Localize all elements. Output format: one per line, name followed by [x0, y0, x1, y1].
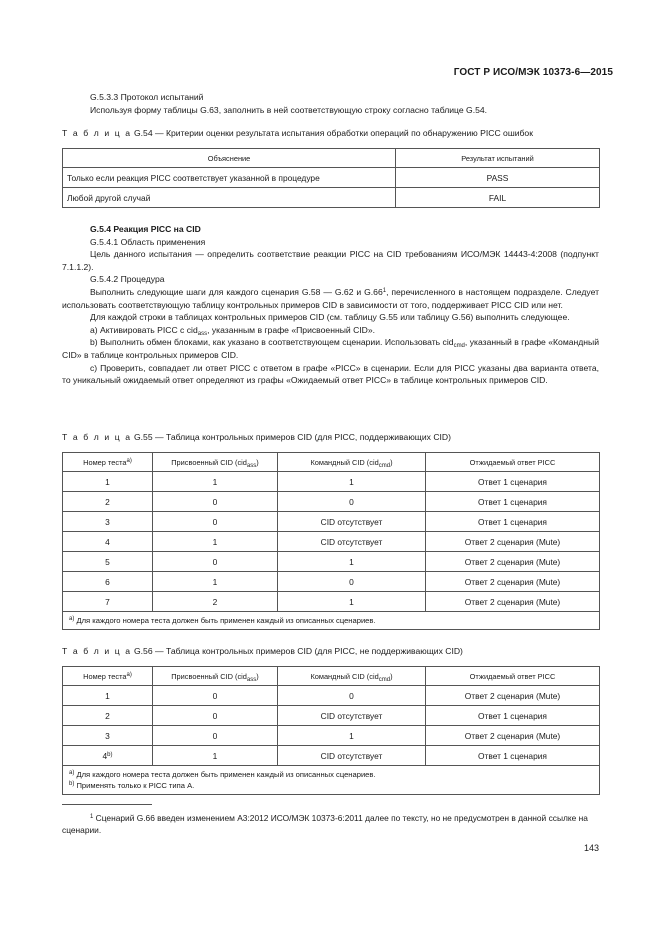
table-label: Т а б л и ц а [62, 646, 132, 656]
paragraph: Выполнить следующие шаги для каждого сценария G.58 — G.62 и $G.66^1$, перечисленного в настоящем подразделе. Следует использовать соответствующую таблицу контрольных примеров CID в зависимости от того, поддерживает PICC CID или нет. [62, 286, 600, 310]
table-cell: 2 [153, 592, 278, 612]
table-cell: 0 [153, 492, 278, 512]
table-row [63, 572, 600, 592]
table-row [63, 532, 600, 552]
table-row [63, 492, 600, 512]
footnote-divider [62, 804, 152, 805]
table-cell: 1 [153, 746, 278, 766]
table-caption-g55 [62, 432, 602, 442]
table-cell: 4 [63, 532, 153, 552]
table-cell: Только если реакция PICC соответствует указанной в процедуре [63, 168, 396, 188]
table-row [63, 472, 600, 492]
table-row [63, 706, 600, 726]
table-cell: 3 [63, 512, 153, 532]
table-cell: Ответ 1 сценария [426, 746, 600, 766]
table-row [63, 168, 600, 188]
table-caption-text: G.55 — Таблица контрольных примеров CID (для PICC, поддерживающих CID) [133, 432, 452, 442]
paragraph: Для каждой строки в таблицах контрольных примеров CID (см. таблицу G.55 или таблицу G.56) выполнить следующее. [90, 312, 570, 323]
table-g56 [62, 666, 600, 795]
table-cell: 0 [278, 572, 426, 592]
table-cell: Ответ 2 сценария (Mute) [426, 726, 600, 746]
section-title: G.5.3.3 Протокол испытаний [90, 92, 204, 102]
table-header-cell: Номер теста$^{a)}$ [63, 667, 153, 686]
table-cell: 1 [153, 572, 278, 592]
table-cell: 3 [63, 726, 153, 746]
list-item: b) Выполнить обмен блоками, как указано в соответствующем сценарии. Использовать cid$_{cmd}$, указанный в графе «Командный CID» в таблице контрольных примеров CID. [62, 337, 599, 360]
table-cell: 2 [63, 492, 153, 512]
table-cell: Ответ 1 сценария [426, 472, 600, 492]
section-g54 [62, 223, 599, 387]
table-footnote-row [63, 612, 600, 630]
table-row [63, 512, 600, 532]
table-cell: 0 [153, 706, 278, 726]
table-cell: 1 [63, 472, 153, 492]
table-cell: 1 [278, 552, 426, 572]
table-cell: 0 [153, 726, 278, 746]
table-caption-g54 [62, 128, 602, 138]
table-cell: 4$^{b)}$ [63, 746, 153, 766]
table-header-cell: Результат испытаний [396, 149, 600, 168]
table-cell: 0 [153, 552, 278, 572]
table-cell: CID отсутствует [278, 532, 426, 552]
table-cell: 1 [63, 686, 153, 706]
table-cell: 0 [278, 492, 426, 512]
subsection-title: G.5.4.1 Область применения [90, 236, 206, 247]
subsection-title: G.5.4.2 Процедура [90, 274, 165, 285]
table-cell: 0 [153, 512, 278, 532]
table-cell: 5 [63, 552, 153, 572]
document-header: ГОСТ Р ИСО/МЭК 10373-6—2015 [453, 67, 613, 78]
table-cell: 2 [63, 706, 153, 726]
table-label: Т а б л и ц а [62, 432, 132, 442]
table-cell: Ответ 1 сценария [426, 706, 600, 726]
table-header-cell: Отжидаемый ответ PICC [426, 667, 600, 686]
table-footnote-row [63, 766, 600, 795]
table-caption-g56 [62, 646, 602, 656]
table-header-cell: Объяснение [63, 149, 396, 168]
table-cell: 0 [278, 686, 426, 706]
table-cell: PASS [396, 168, 600, 188]
table-cell: FAIL [396, 188, 600, 208]
table-cell: Ответ 2 сценария (Mute) [426, 686, 600, 706]
table-header-cell: Командный CID (cid$_{cmd}$) [278, 667, 426, 686]
table-g55 [62, 452, 600, 630]
table-cell: 0 [153, 686, 278, 706]
table-row [63, 552, 600, 572]
table-cell: Ответ 2 сценария (Mute) [426, 592, 600, 612]
paragraph: Используя форму таблицы G.63, заполнить в ней соответствующую строку согласно таблице G.54. [90, 104, 488, 115]
table-row [63, 188, 600, 208]
section-title: G.5.4 Реакция PICC на CID [90, 224, 201, 234]
table-label: Т а б л и ц а [62, 128, 132, 138]
table-cell: CID отсутствует [278, 746, 426, 766]
table-cell: CID отсутствует [278, 512, 426, 532]
section-g533 [62, 91, 599, 116]
table-caption-text: G.54 — Критерии оценки результата испытания обработки операций по обнаружению PICC ошибок [133, 128, 533, 138]
table-cell: 1 [153, 532, 278, 552]
table-cell: Ответ 2 сценария (Mute) [426, 532, 600, 552]
list-item: a) Активировать PICC с cid$_{ass}$, указанным в графе «Присвоенный CID». [90, 324, 376, 337]
table-cell: 7 [63, 592, 153, 612]
table-cell: 6 [63, 572, 153, 592]
table-row [63, 746, 600, 766]
table-header-cell: Номер теста$^{a)}$ [63, 453, 153, 472]
table-row [63, 686, 600, 706]
table-caption-text: G.56 — Таблица контрольных примеров CID (для PICC, не поддерживающих CID) [133, 646, 463, 656]
table-row [63, 726, 600, 746]
table-cell: Ответ 2 сценария (Mute) [426, 552, 600, 572]
table-row [63, 592, 600, 612]
table-header-cell: Присвоенный CID (cid$_{ass}$) [153, 453, 278, 472]
paragraph: Цель данного испытания — определить соответствие реакции PICC на CID требованиям ИСО/МЭК 14443-4:2008 (подпункт 7.1.1.2). [62, 249, 599, 272]
table-cell: 1 [153, 472, 278, 492]
list-item: c) Проверить, совпадает ли ответ PICC с ответом в графе «PICC» в сценарии. Если для PICC указаны два варианта ответа, то уникальный ожидаемый ответ определяют из графы «Ожидаемый ответ PICC» в таблице контрольных примеров CID. [62, 362, 599, 386]
table-header-cell: Присвоенный CID (cid$_{ass}$) [153, 667, 278, 686]
table-header-cell: Отжидаемый ответ PICC [426, 453, 600, 472]
table-cell: 1 [278, 726, 426, 746]
table-cell: 1 [278, 472, 426, 492]
table-cell: Ответ 2 сценария (Mute) [426, 572, 600, 592]
page-footnote: $^1$ Сценарий G.66 введен изменением A3:2012 ИСО/МЭК 10373-6:2011 далее по тексту, но не предусмотрен в данной ссылке на сценарии. [62, 813, 588, 835]
table-footnote: $^{a)}$ Для каждого номера теста должен быть применен каждый из описанных сценариев. [63, 612, 600, 630]
table-cell: 1 [278, 592, 426, 612]
page-number: 143 [583, 843, 599, 853]
table-cell: Любой другой случай [63, 188, 396, 208]
table-cell: Ответ 1 сценария [426, 512, 600, 532]
table-g54 [62, 148, 600, 208]
table-footnote: $^{a)}$ Для каждого номера теста должен быть применен каждый из описанных сценариев. $^{b)}$ Применять только к PICC типа А. [63, 766, 600, 795]
table-header-cell: Командный CID (cid$_{cmd}$) [278, 453, 426, 472]
table-cell: Ответ 1 сценария [426, 492, 600, 512]
table-cell: CID отсутствует [278, 706, 426, 726]
